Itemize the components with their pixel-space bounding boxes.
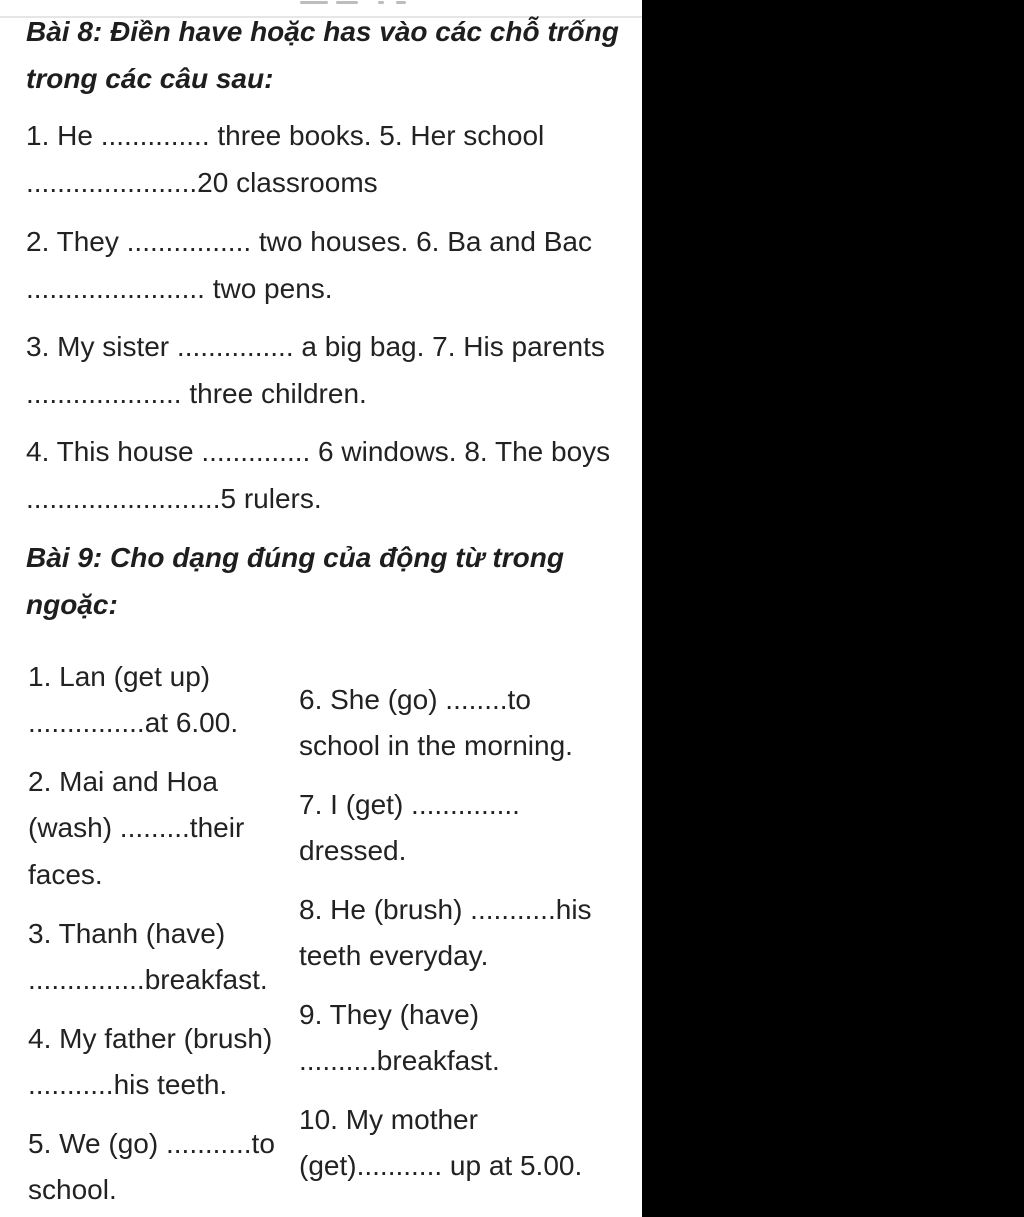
bai9-right-line-1: 6. She (go) ........to (299, 684, 531, 715)
bai9-right-line-9: 10. My mother (299, 1104, 478, 1135)
bai9-right-line-4: dressed. (299, 835, 407, 866)
bai9-left-line-10: 5. We (go) ...........to (28, 1128, 275, 1159)
bai9-right-line-3: 7. I (get) .............. (299, 789, 520, 820)
bai8-heading-line-1: Bài 8: Điền have hoặc has vào các chỗ trống (26, 16, 619, 47)
bai9-right-line-8: ..........breakfast. (299, 1045, 500, 1076)
bai8-line-3: 2. They ................ two houses. 6. Ba and Bac (26, 226, 593, 257)
bai9-left-line-11: school. (28, 1174, 117, 1205)
bai9-heading-line-2: ngoặc: (26, 589, 118, 620)
bai8-line-1: 1. He .............. three books. 5. Her school (26, 120, 545, 151)
bai9-left-line-5: faces. (28, 859, 103, 890)
bai8-line-4: ....................... two pens. (26, 273, 333, 304)
top-divider-marks (300, 0, 410, 6)
bai8-line-5: 3. My sister ............... a big bag. 7. His parents (26, 331, 605, 362)
bai9-left-line-4: (wash) .........their (28, 812, 245, 843)
bai9-right-line-5: 8. He (brush) ...........his (299, 894, 592, 925)
bai9-right-line-7: 9. They (have) (299, 999, 480, 1030)
bai9-left-line-1: 1. Lan (get up) (28, 661, 211, 692)
bai8-line-7: 4. This house .............. 6 windows. 8. The boys (26, 436, 611, 467)
bai9-right-line-2: school in the morning. (299, 730, 573, 761)
bai9-heading-line-1: Bài 9: Cho dạng đúng của động từ trong (26, 542, 564, 573)
bai8-line-8: .........................5 rulers. (26, 483, 322, 514)
dark-side-area (642, 0, 1024, 1217)
bai9-right-line-6: teeth everyday. (299, 940, 489, 971)
bai9-left-line-6: 3. Thanh (have) (28, 918, 226, 949)
bai9-left-line-2: ...............at 6.00. (28, 707, 239, 738)
bai9-left-line-9: ...........his teeth. (28, 1069, 228, 1100)
bai9-left-line-7: ...............breakfast. (28, 964, 268, 995)
bai8-line-2: ......................20 classrooms (26, 167, 378, 198)
bai8-heading-line-2: trong các câu sau: (26, 63, 274, 94)
bai9-left-line-3: 2. Mai and Hoa (28, 766, 218, 797)
bai9-right-line-10: (get)........... up at 5.00. (299, 1150, 583, 1181)
bai9-left-line-8: 4. My father (brush) (28, 1023, 273, 1054)
bai8-line-6: .................... three children. (26, 378, 367, 409)
